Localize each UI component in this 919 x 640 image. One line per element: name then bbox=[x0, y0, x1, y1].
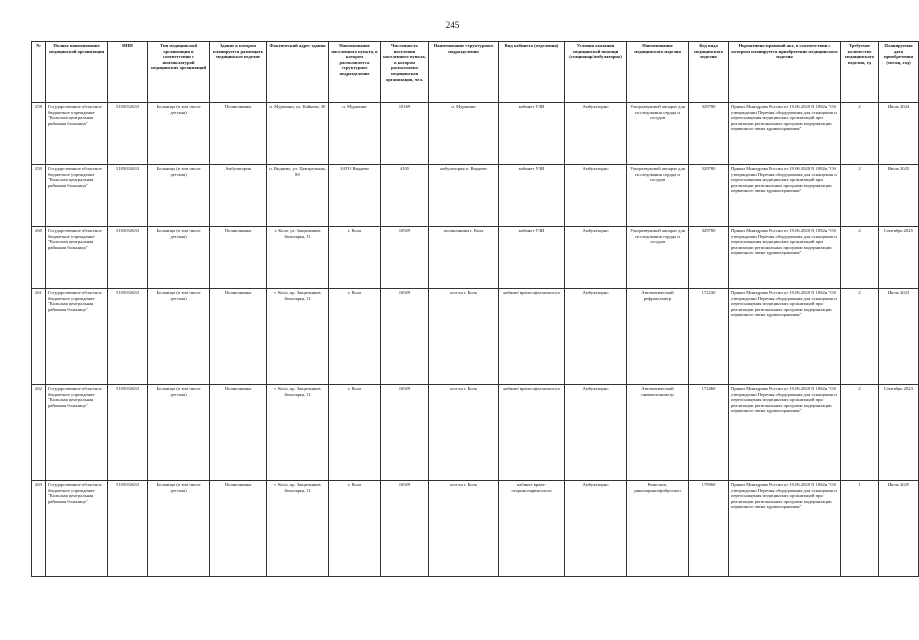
table-cell: кабинет УЗИ bbox=[499, 165, 565, 227]
table-cell: Амбулаторно bbox=[565, 103, 627, 165]
table-cell: Больница (в том числе детская) bbox=[148, 289, 210, 385]
table-cell: Ультразвуковой аппарат для исследования сердца и сосудов bbox=[627, 103, 689, 165]
col-header: Код вида медицинского изделия bbox=[689, 42, 729, 103]
table-cell: г. Кола bbox=[329, 385, 381, 481]
table-cell: Поликлиника bbox=[210, 385, 267, 481]
col-header: Условия оказания медицинской помощи (стационар/амбулаторно) bbox=[565, 42, 627, 103]
table-cell: кабинет УЗИ bbox=[499, 103, 565, 165]
table-cell: 172230 bbox=[689, 289, 729, 385]
table-cell: ЗАТО Видяево bbox=[329, 165, 381, 227]
table-cell: Государственное областное бюджетное учреждение "Кольская центральная районная больница" bbox=[46, 165, 108, 227]
table-cell: 4105 bbox=[381, 165, 429, 227]
table-cell: пол-ка г. Кола bbox=[429, 385, 499, 481]
table-body bbox=[32, 103, 919, 577]
col-header: ИНН bbox=[108, 42, 148, 103]
table-cell: г. Кола, пр. Защитников Заполярья, 11 bbox=[267, 289, 329, 385]
table-cell: Приказ Минздрава России от 19.06.2020 N 1082н "Об утверждении Перечня оборудования для оснащения и переоснащения медицинских организаций при реализации региональных программ модернизации первичного звена здравоохранения" bbox=[729, 103, 841, 165]
table-cell: Июль 2025 bbox=[879, 481, 919, 577]
col-header: Вид кабинета (отделения) bbox=[499, 42, 565, 103]
table-cell: поликлиника г. Кола bbox=[429, 227, 499, 289]
table-cell: 329780 bbox=[689, 227, 729, 289]
table-cell: Больница (в том числе детская) bbox=[148, 165, 210, 227]
table-cell: 179960 bbox=[689, 481, 729, 577]
col-header: Планируемая дата приобретения (месяц, год) bbox=[879, 42, 919, 103]
table-cell: Государственное областное бюджетное учреждение "Кольская центральная районная больница" bbox=[46, 289, 108, 385]
table-cell: кабинет врача-офтальмолога bbox=[499, 289, 565, 385]
table-cell: Амбулаторно bbox=[565, 481, 627, 577]
table-cell: Государственное областное бюджетное учреждение "Кольская центральная районная больница" bbox=[46, 385, 108, 481]
table-cell: Приказ Минздрава России от 19.06.2020 N 1082н "Об утверждении Перечня оборудования для оснащения и переоснащения медицинских организаций при реализации региональных программ модернизации первичного звена здравоохранения" bbox=[729, 165, 841, 227]
table-cell: п. Видяево, ул. Центральная, 8б bbox=[267, 165, 329, 227]
table-cell: 10929 bbox=[381, 481, 429, 577]
table-cell: Государственное областное бюджетное учреждение "Кольская центральная районная больница" bbox=[46, 227, 108, 289]
table-cell: Ультразвуковой аппарат для исследования сердца и сосудов bbox=[627, 227, 689, 289]
table-cell: п. Мурмаши bbox=[329, 103, 381, 165]
table-cell: Июль 2025 bbox=[879, 165, 919, 227]
table-cell: 2 bbox=[841, 165, 879, 227]
table-cell: 10929 bbox=[381, 385, 429, 481]
table-row bbox=[32, 227, 919, 289]
table-cell: 2 bbox=[841, 289, 879, 385]
table-cell: г. Кола, пр. Защитников Заполярья, 11 bbox=[267, 481, 329, 577]
table-cell: 10929 bbox=[381, 289, 429, 385]
table-cell: Автоматический рефрактометр bbox=[627, 289, 689, 385]
table-cell: кабинет врача-офтальмолога bbox=[499, 385, 565, 481]
table-cell: Автоматический пневмотонометр bbox=[627, 385, 689, 481]
table-cell: г. Кола, пр. Защитников Заполярья, 11 bbox=[267, 385, 329, 481]
table-cell: кабинет УЗИ bbox=[499, 227, 565, 289]
col-header: Численность населения населенного пункта, в котором расположено медицинская организация, чел. bbox=[381, 42, 429, 103]
equipment-registry-table bbox=[31, 41, 919, 577]
table-cell: 5105032633 bbox=[108, 227, 148, 289]
page-number: 245 bbox=[445, 20, 460, 30]
table-row bbox=[32, 165, 919, 227]
table-cell: Ультразвуковой аппарат для исследования сердца и сосудов bbox=[627, 165, 689, 227]
table-row bbox=[32, 385, 919, 481]
col-header: Здание в котором планируется размещать медицинское изделие bbox=[210, 42, 267, 103]
table-cell: Приказ Минздрава России от 19.06.2020 N 1082н "Об утверждении Перечня оборудования для оснащения и переоснащения медицинских организаций при реализации региональных программ модернизации первичного звена здравоохранения" bbox=[729, 289, 841, 385]
col-header: Наименование медицинского изделия bbox=[627, 42, 689, 103]
table-header-row bbox=[32, 42, 919, 103]
table-cell: Поликлиника bbox=[210, 289, 267, 385]
table-cell: пол-ка г. Кола bbox=[429, 481, 499, 577]
table-cell: Государственное областное бюджетное учреждение "Кольская центральная районная больница" bbox=[46, 103, 108, 165]
table-cell: 258 bbox=[32, 103, 46, 165]
table-cell: Поликлиника bbox=[210, 481, 267, 577]
table-cell: Амбулаторно bbox=[565, 165, 627, 227]
table-cell: 2 bbox=[841, 385, 879, 481]
table-cell: Приказ Минздрава России от 19.06.2020 N 1082н "Об утверждении Перечня оборудования для оснащения и переоснащения медицинских организаций при реализации региональных программ модернизации первичного звена здравоохранения" bbox=[729, 227, 841, 289]
table-cell: 10929 bbox=[381, 227, 429, 289]
table-cell: Амбулаторно bbox=[565, 385, 627, 481]
table-cell: п. Мурмаши bbox=[429, 103, 499, 165]
table-cell: Больница (в том числе детская) bbox=[148, 385, 210, 481]
table-cell: Амбулаторно bbox=[565, 227, 627, 289]
table-cell: г. Кола, ул. Защитников Заполярья, 11 bbox=[267, 227, 329, 289]
col-header: Фактический адрес здания bbox=[267, 42, 329, 103]
table-cell: Поликлиника bbox=[210, 103, 267, 165]
table-cell: Поликлиника bbox=[210, 227, 267, 289]
table-cell: пол-ка г. Кола bbox=[429, 289, 499, 385]
table-cell: Июль 2023 bbox=[879, 289, 919, 385]
table-cell: 5105032633 bbox=[108, 165, 148, 227]
table-cell: 10169 bbox=[381, 103, 429, 165]
table-row bbox=[32, 289, 919, 385]
table-cell: 172460 bbox=[689, 385, 729, 481]
table-cell: Государственное областное бюджетное учреждение "Кольская центральная районная больница" bbox=[46, 481, 108, 577]
table-cell: 5105032633 bbox=[108, 103, 148, 165]
table-row bbox=[32, 103, 919, 165]
col-header: № bbox=[32, 42, 46, 103]
col-header: Наименование населенного пункта, в котором располагается структурное подразделение bbox=[329, 42, 381, 103]
table-cell: 261 bbox=[32, 289, 46, 385]
table-cell: Приказ Минздрава России от 19.06.2020 N 1082н "Об утверждении Перечня оборудования для оснащения и переоснащения медицинских организаций при реализации региональных программ модернизации первичного звена здравоохранения" bbox=[729, 385, 841, 481]
table-cell: 2 bbox=[841, 227, 879, 289]
table-cell: 329780 bbox=[689, 165, 729, 227]
table-cell: 5105032633 bbox=[108, 481, 148, 577]
table-cell: 260 bbox=[32, 227, 46, 289]
col-header: Тип медицинской организации в соответствии с номенклатурой медицинских организаций bbox=[148, 42, 210, 103]
col-header: Полное наименование медицинской организации bbox=[46, 42, 108, 103]
table-cell: п. Мурмаши, ул. Кайкова, 30 bbox=[267, 103, 329, 165]
table-cell: Приказ Минздрава России от 19.06.2020 N 1082н "Об утверждении Перечня оборудования для оснащения и переоснащения медицинских организаций при реализации региональных программ модернизации первичного звена здравоохранения" bbox=[729, 481, 841, 577]
table-cell: Сентябрь 2023 bbox=[879, 385, 919, 481]
col-header: Нормативно-правовой акт, в соответствии с которым планируется приобретение медицинского изделия bbox=[729, 42, 841, 103]
table-cell: Амбулатория bbox=[210, 165, 267, 227]
table-cell: Амбулаторно bbox=[565, 289, 627, 385]
table-cell: Больница (в том числе детская) bbox=[148, 481, 210, 577]
table-cell: г. Кола bbox=[329, 289, 381, 385]
col-header: Наименование структурного подразделения bbox=[429, 42, 499, 103]
table-cell: 263 bbox=[32, 481, 46, 577]
table-cell: 262 bbox=[32, 385, 46, 481]
table-cell: г. Кола bbox=[329, 227, 381, 289]
table-cell: 1 bbox=[841, 481, 879, 577]
table-cell: 5105032633 bbox=[108, 385, 148, 481]
col-header: Требуемое количество медицинского изделия, ед bbox=[841, 42, 879, 103]
table-cell: 5105032633 bbox=[108, 289, 148, 385]
table-cell: Больница (в том числе детская) bbox=[148, 227, 210, 289]
table-cell: Сентябрь 2025 bbox=[879, 227, 919, 289]
table-cell: г. Кола bbox=[329, 481, 381, 577]
table-row bbox=[32, 481, 919, 577]
table-cell: 259 bbox=[32, 165, 46, 227]
table-cell: амбулатория п. Видяево bbox=[429, 165, 499, 227]
table-cell: кабинет врача-оториноларинголога bbox=[499, 481, 565, 577]
table-cell: 2 bbox=[841, 103, 879, 165]
table-cell: Июль 2024 bbox=[879, 103, 919, 165]
table-cell: 329780 bbox=[689, 103, 729, 165]
table-cell: Больница (в том числе детская) bbox=[148, 103, 210, 165]
table-cell: Риноскоп, риноларингофиброскоп bbox=[627, 481, 689, 577]
